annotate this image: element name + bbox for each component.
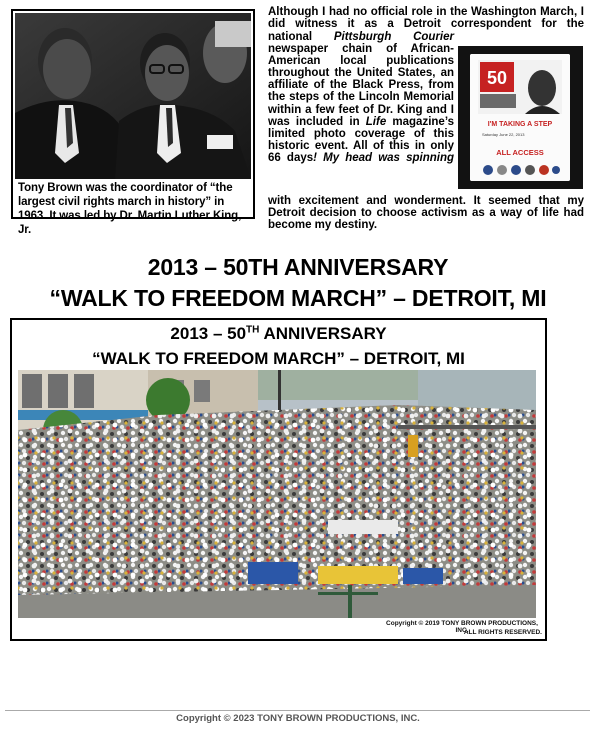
footer-divider xyxy=(5,710,590,711)
section-heading-line-1: 2013 – 50TH ANNIVERSARY xyxy=(147,254,449,280)
march-photo-copyright: Copyright © 2019 TONY BROWN PRODUCTIONS, INC. xyxy=(386,620,538,634)
footer-copyright: Copyright © 2023 TONY BROWN PRODUCTIONS, INC. xyxy=(176,713,420,724)
publication-name: Pittsburgh Courier xyxy=(333,31,454,43)
badge-subtext: Saturday June 22, 2013 xyxy=(482,132,525,137)
march-crowd-photo xyxy=(18,370,536,618)
article-text-em: ! My head was spinning xyxy=(313,151,455,164)
article-text: newspaper chain of African-American local publications throughout the United States, an affiliate of the Black Press, from the steps of the Lincoln Memorial within a few feet of Dr. King and I was included in xyxy=(268,43,454,128)
article-text: national xyxy=(268,31,334,43)
march-box-heading-line-2: “WALK TO FREEDOM MARCH” – DETROIT, MI xyxy=(92,349,465,368)
heading-text: 2013 – 50 xyxy=(170,324,247,343)
march-box-heading-line-1 xyxy=(12,324,545,344)
archival-photo-frame xyxy=(11,9,255,236)
article-text: magazine’s limited photo coverage of this historic event. All of this in only 66 days xyxy=(268,115,454,164)
heading-text: ANNIVERSARY xyxy=(259,324,387,343)
heading-superscript: TH xyxy=(246,324,260,336)
badge-access-label: ALL ACCESS xyxy=(496,148,544,157)
archival-photo-mlk-and-tony-brown xyxy=(15,13,251,179)
march-photo-frame xyxy=(10,318,547,641)
magazine-name: Life xyxy=(365,115,387,128)
march-photo-rights: ALL RIGHTS RESERVED. xyxy=(463,629,542,636)
event-badge-photo xyxy=(458,46,583,189)
badge-number: 50 xyxy=(486,68,508,88)
section-heading-line-2: “WALK TO FREEDOM MARCH” – DETROIT, MI xyxy=(49,285,547,311)
article-paragraph-intro: Although I had no official role in the Washington March, I did witness it as a Detroit correspondent for the xyxy=(268,6,584,31)
event-badge-card xyxy=(470,54,570,181)
photo-caption: Tony Brown was the coordinator of “the largest civil rights march in history” in 1963. It was led by Dr. Martin Luther King, Jr. xyxy=(18,182,242,236)
article-paragraph-body xyxy=(268,31,454,164)
badge-headline: I'M TAKING A STEP xyxy=(487,121,553,128)
article-paragraph-closing: with excitement and wonderment. It seemed that my Detroit decision to choose activism as a way of life had become my destiny. xyxy=(268,195,584,232)
